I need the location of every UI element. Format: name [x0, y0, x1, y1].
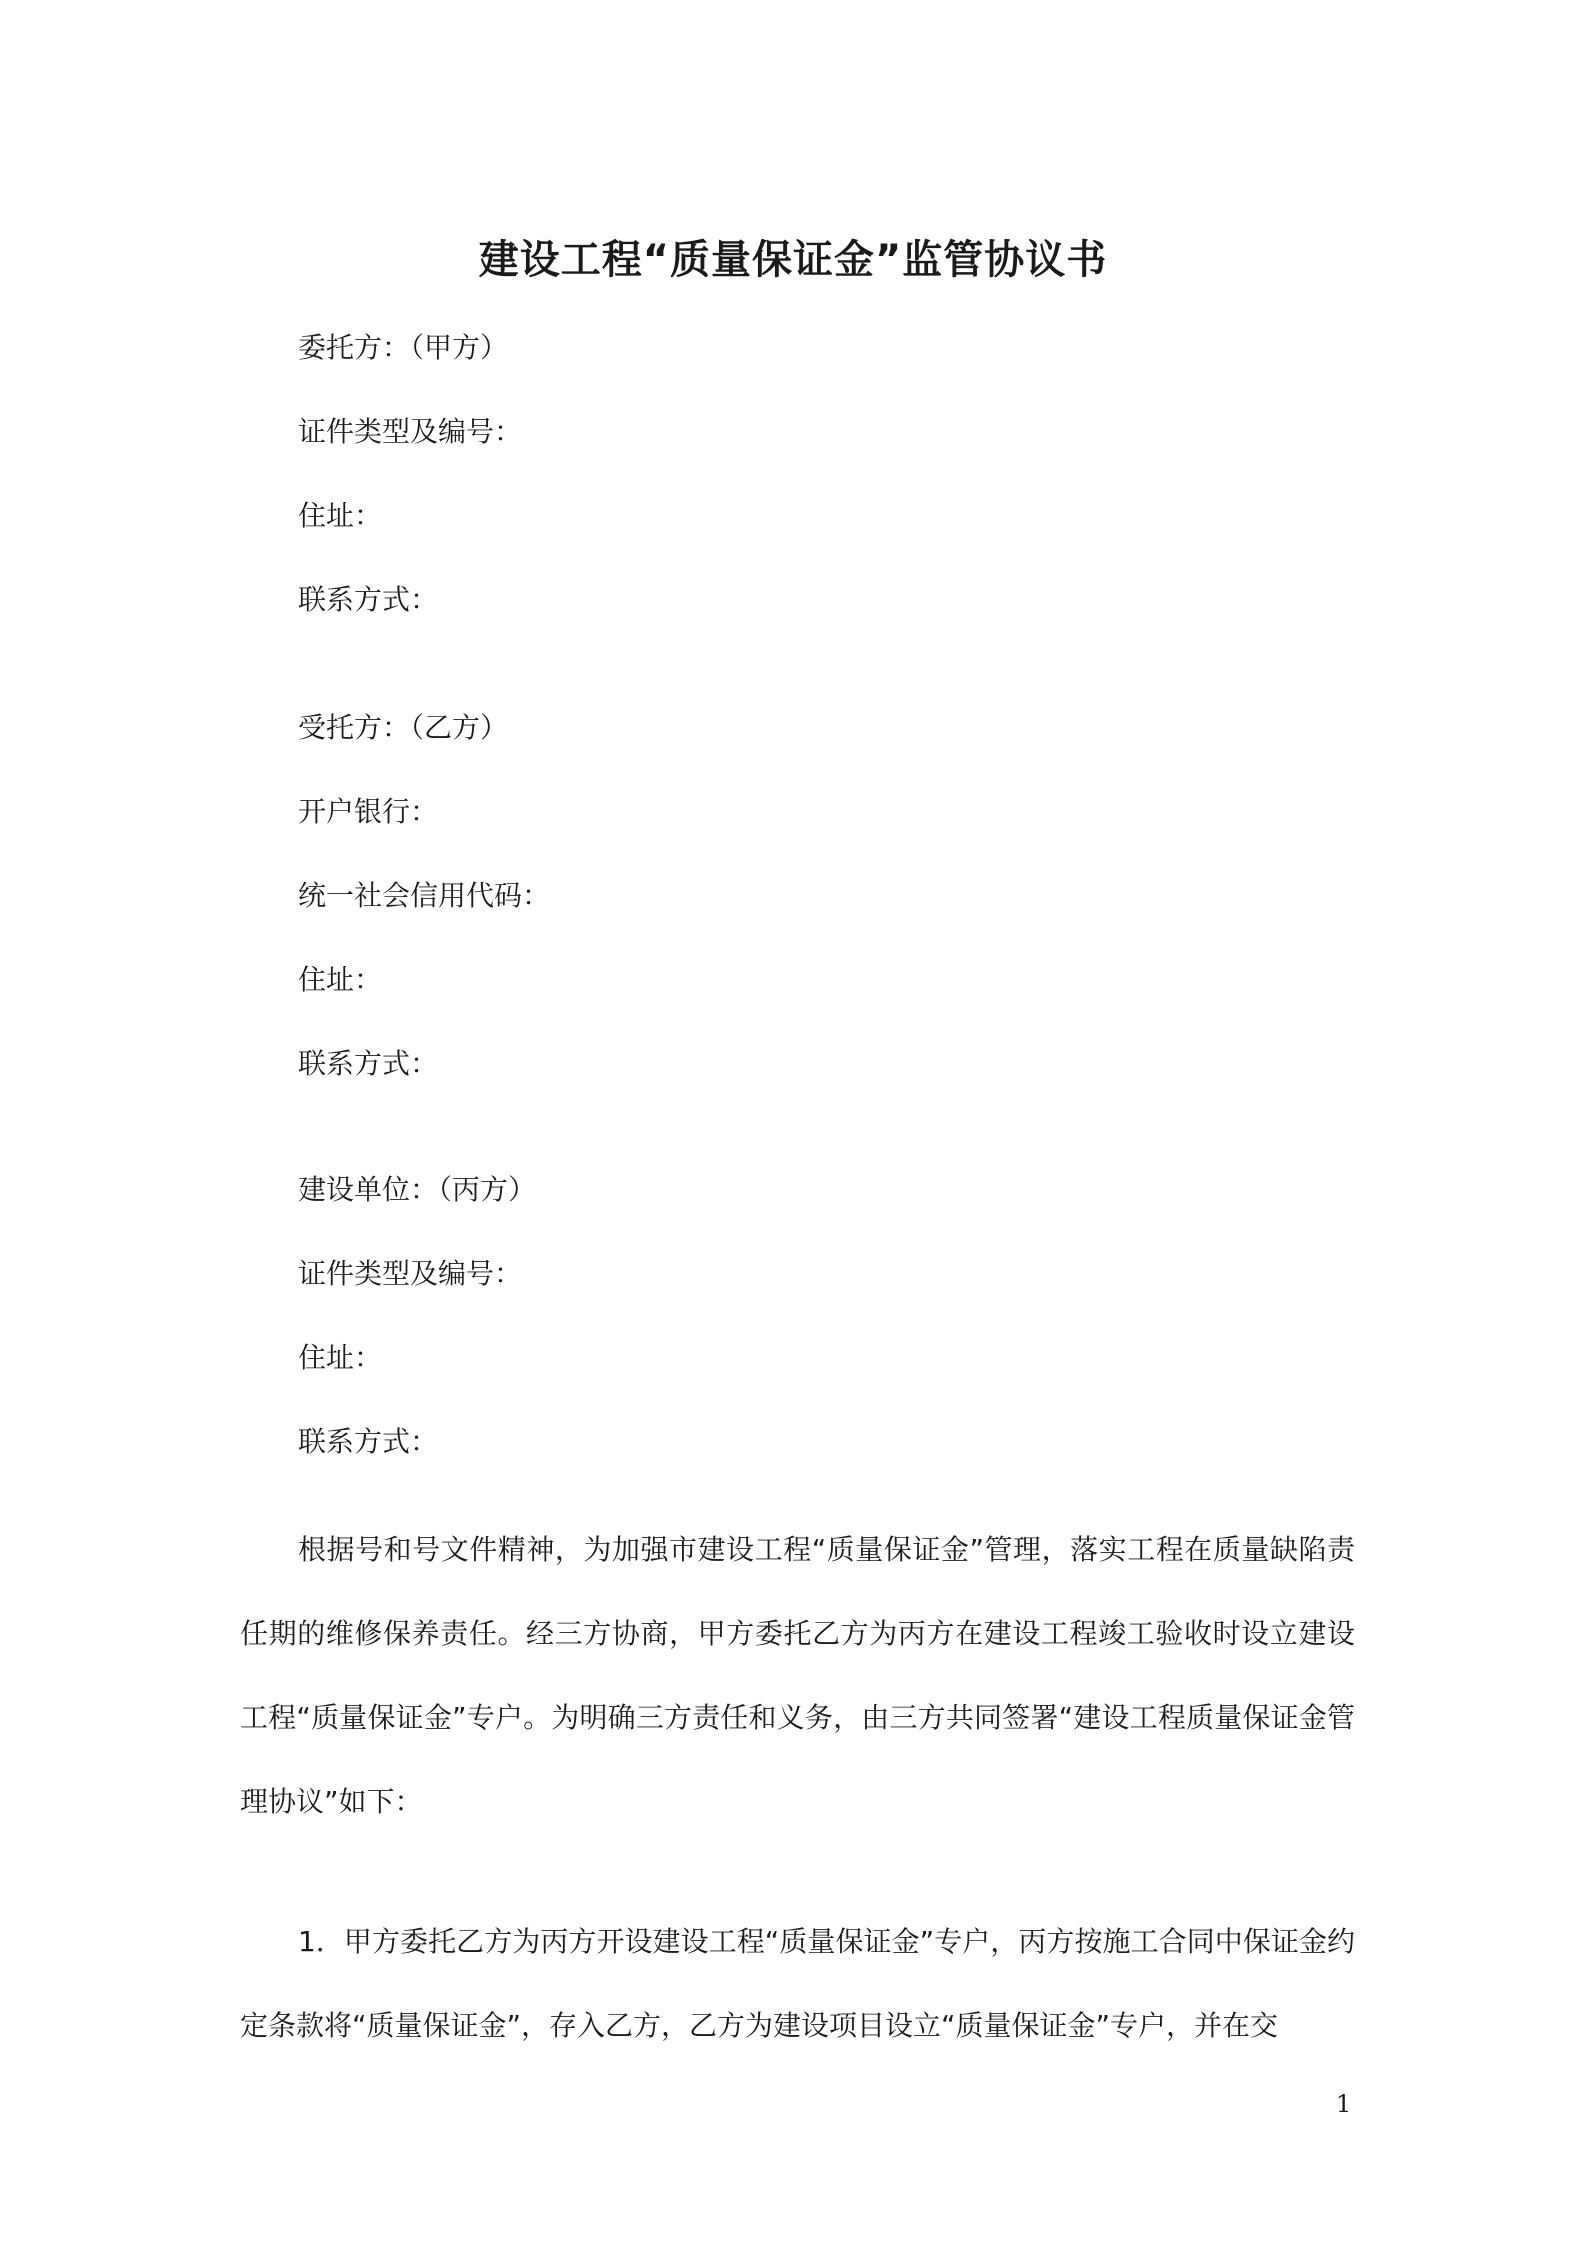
- party-a-contact: 联系方式：: [298, 583, 439, 616]
- party-b-address: 住址：: [298, 963, 383, 996]
- party-b-bank: 开户银行：: [298, 795, 439, 828]
- clause-1-paragraph: 1．甲方委托乙方为丙方开设建设工程“质量保证金”专户，丙方按施工合同中保证金约定条款将“质量保证金”，存入乙方，乙方为建设项目设立“质量保证金”专户，并在交: [240, 1925, 1355, 2042]
- party-c-contact: 联系方式：: [298, 1425, 439, 1458]
- document-title: 建设工程“质量保证金”监管协议书: [478, 237, 1108, 283]
- party-a-heading: 委托方：（甲方）: [298, 331, 509, 364]
- page-number: 1: [1336, 2090, 1352, 2118]
- intro-paragraph: 根据号和号文件精神，为加强市建设工程“质量保证金”管理，落实工程在质量缺陷责任期的维修保养责任。经三方协商，甲方委托乙方为丙方在建设工程竣工验收时设立建设工程“质量保证金”专户。为明确三方责任和义务，由三方共同签署“建设工程质量保证金管理协议”如下：: [240, 1533, 1355, 1818]
- party-b-credit-code: 统一社会信用代码：: [298, 879, 551, 912]
- party-c-address: 住址：: [298, 1341, 383, 1374]
- party-c-id-type: 证件类型及编号：: [298, 1257, 523, 1290]
- party-c-heading: 建设单位：（丙方）: [298, 1173, 537, 1206]
- party-b-contact: 联系方式：: [298, 1047, 439, 1080]
- party-b-heading: 受托方：（乙方）: [298, 711, 509, 744]
- party-a-address: 住址：: [298, 499, 383, 532]
- party-a-id-type: 证件类型及编号：: [298, 415, 523, 448]
